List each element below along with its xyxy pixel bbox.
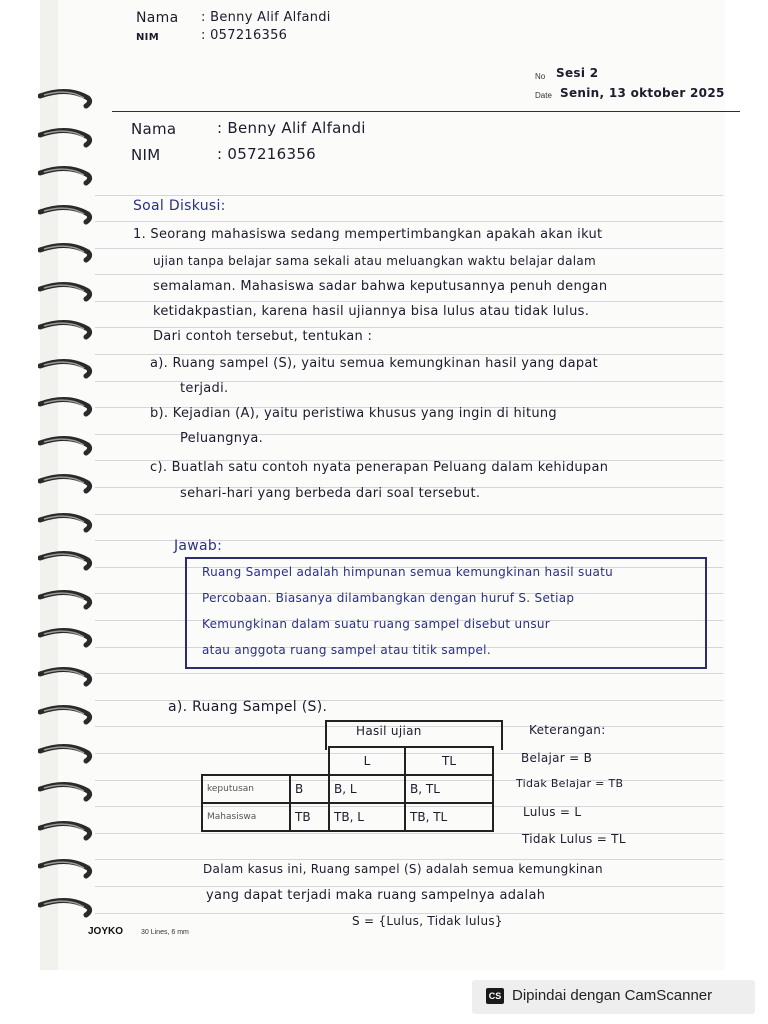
definition-line: Ruang Sampel adalah himpunan semua kemungkinan hasil suatu [202, 565, 614, 579]
table-group-header: Hasil ujian [356, 724, 422, 738]
keterangan-item: Belajar = B [521, 751, 593, 765]
table-cell: TB, TL [405, 803, 493, 831]
spiral-ring [38, 204, 94, 226]
ruled-line [112, 111, 740, 112]
keterangan-title: Keterangan: [529, 723, 606, 737]
date-value: Senin, 13 oktober 2025 [560, 86, 725, 100]
spiral-ring [38, 435, 94, 457]
camscanner-watermark [472, 980, 755, 1014]
spiral-ring [38, 165, 94, 187]
header-nama-value: : Benny Alif Alfandi [201, 10, 331, 25]
jawab-heading: Jawab: [174, 538, 223, 554]
identity-nim-value: : 057216356 [217, 145, 317, 163]
ruled-line [95, 514, 723, 515]
camscanner-icon: CS [486, 988, 504, 1004]
keterangan-item: Lulus = L [523, 805, 582, 819]
ruled-line [95, 886, 723, 887]
soal-line: semalaman. Mahasiswa sadar bahwa keputusannya penuh dengan [153, 279, 608, 294]
soal-line: c). Buatlah satu contoh nyata penerapan Peluang dalam kehidupan [150, 460, 609, 475]
session-value: Sesi 2 [556, 66, 599, 80]
conclusion-set: S = {Lulus, Tidak lulus} [352, 914, 503, 928]
col-header-tl: TL [405, 747, 493, 775]
soal-heading: Soal Diskusi: [133, 198, 226, 214]
soal-line: Dari contoh tersebut, tentukan : [153, 329, 373, 344]
no-label: No [535, 72, 546, 81]
definition-line: Percobaan. Biasanya dilambangkan dengan huruf S. Setiap [202, 591, 575, 605]
ruled-line [95, 833, 723, 834]
spiral-ring [38, 781, 94, 803]
ruled-line [95, 248, 723, 249]
spiral-ring [38, 820, 94, 842]
ruled-line [95, 673, 723, 674]
spiral-ring [38, 704, 94, 726]
table-cell: B, L [329, 775, 405, 803]
ruled-line [95, 301, 723, 302]
conclusion-line: yang dapat terjadi maka ruang sampelnya adalah [206, 888, 546, 903]
row-code: TB [290, 803, 329, 831]
spiral-ring [38, 396, 94, 418]
spiral-ring [38, 589, 94, 611]
header-nama-label: Nama [136, 10, 179, 26]
identity-nim-label: NIM [131, 146, 161, 164]
spiral-ring [38, 358, 94, 380]
identity-nama-value: : Benny Alif Alfandi [217, 119, 366, 137]
soal-line: ketidakpastian, karena hasil ujiannya bisa lulus atau tidak lulus. [153, 304, 590, 319]
spiral-ring [38, 319, 94, 341]
ruled-line [95, 195, 723, 196]
spiral-ring [38, 242, 94, 264]
soal-line: Peluangnya. [180, 431, 264, 446]
row-label-mahasiswa: Mahasiswa [202, 803, 290, 831]
ruled-line [95, 354, 723, 355]
ruled-line [95, 274, 723, 275]
conclusion-line: Dalam kasus ini, Ruang sampel (S) adalah semua kemungkinan [203, 862, 603, 876]
col-header-l: L [329, 747, 405, 775]
keterangan-item: Tidak Belajar = TB [516, 777, 624, 790]
header-nim-value: : 057216356 [201, 28, 288, 43]
spiral-ring [38, 127, 94, 149]
soal-line: sehari-hari yang berbeda dari soal tersebut. [180, 486, 481, 501]
row-code: B [290, 775, 329, 803]
table-cell: TB, L [329, 803, 405, 831]
spiral-ring [38, 550, 94, 572]
soal-line: a). Ruang sampel (S), yaitu semua kemungkinan hasil yang dapat [150, 356, 599, 371]
ruled-line [95, 859, 723, 860]
ruang-sampel-heading: a). Ruang Sampel (S). [168, 699, 328, 715]
spiral-ring [38, 666, 94, 688]
spiral-ring [38, 858, 94, 880]
soal-line: 1. Seorang mahasiswa sedang mempertimbangkan apakah akan ikut [133, 227, 603, 242]
spiral-ring [38, 281, 94, 303]
definition-line: atau anggota ruang sampel atau titik sampel. [202, 643, 491, 657]
spiral-ring [38, 512, 94, 534]
table-cell: B, TL [405, 775, 493, 803]
soal-line: ujian tanpa belajar sama sekali atau meluangkan waktu belajar dalam [153, 254, 597, 268]
sample-space-table [201, 746, 494, 832]
camscanner-text: Dipindai dengan CamScanner [512, 987, 713, 1004]
soal-line: terjadi. [180, 381, 229, 396]
spiral-ring [38, 743, 94, 765]
identity-nama-label: Nama [131, 120, 177, 138]
soal-line: b). Kejadian (A), yaitu peristiwa khusus yang ingin di hitung [150, 406, 557, 421]
row-label-keputusan: keputusan [202, 775, 290, 803]
spiral-ring [38, 88, 94, 110]
definition-line: Kemungkinan dalam suatu ruang sampel disebut unsur [202, 617, 551, 631]
ruled-line [95, 327, 723, 328]
date-label: Date [535, 91, 552, 100]
spiral-ring [38, 473, 94, 495]
keterangan-item: Tidak Lulus = TL [522, 832, 626, 846]
header-nim-label: NIM [136, 32, 159, 43]
lines-info: 30 Lines, 6 mm [141, 929, 189, 936]
spiral-ring [38, 897, 94, 919]
brand-logo: JOYKO [88, 926, 124, 937]
ruled-line [95, 221, 723, 222]
spiral-ring [38, 627, 94, 649]
